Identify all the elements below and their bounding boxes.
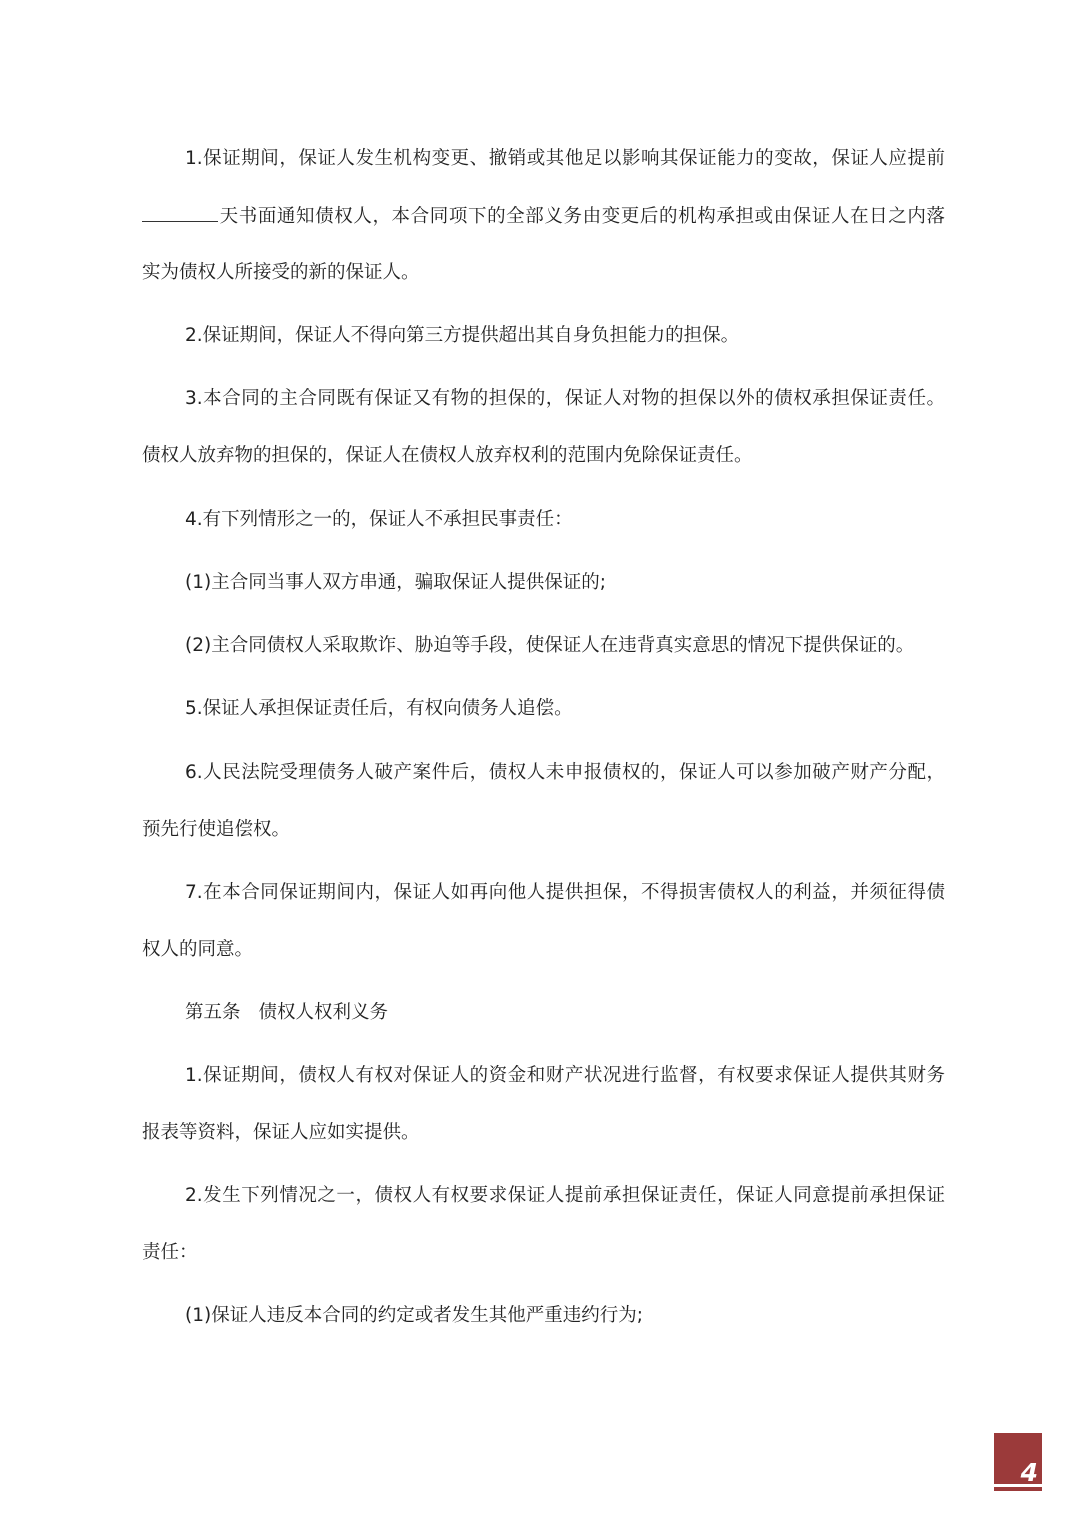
section-heading-number: 第五条 <box>185 1002 241 1023</box>
fill-in-blank <box>142 201 218 222</box>
paragraph-line: 5.保证人承担保证责任后，有权向债务人追偿。 <box>185 698 573 719</box>
paragraph-line: 实为债权人所接受的新的保证人。 <box>142 262 420 283</box>
paragraph-line: 报表等资料，保证人应如实提供。 <box>142 1122 420 1143</box>
paragraph-line-text: 天书面通知债权人，本合同项下的全部义务由变更后的机构承担或由保证人在日之内落 <box>219 206 945 227</box>
paragraph-line: (2)主合同债权人采取欺诈、胁迫等手段，使保证人在违背真实意思的情况下提供保证的。 <box>185 635 915 656</box>
paragraph-line: 3.本合同的主合同既有保证又有物的担保的，保证人对物的担保以外的债权承担保证责任。 <box>185 388 945 409</box>
paragraph-line: 7.在本合同保证期间内，保证人如再向他人提供担保，不得损害债权人的利益，并须征得债 <box>185 882 945 903</box>
paragraph-line: 2.保证期间，保证人不得向第三方提供超出其自身负担能力的担保。 <box>185 325 740 346</box>
paragraph-line: 责任： <box>142 1242 198 1263</box>
paragraph-line: (1)保证人违反本合同的约定或者发生其他严重违约行为; <box>185 1305 643 1326</box>
page-number-underline <box>994 1487 1042 1491</box>
paragraph-line: 1.保证期间，保证人发生机构变更、撤销或其他足以影响其保证能力的变故，保证人应提前 <box>185 148 945 169</box>
paragraph-line: 预先行使追偿权。 <box>142 819 291 840</box>
paragraph-line: 1.保证期间，债权人有权对保证人的资金和财产状况进行监督，有权要求保证人提供其财务 <box>185 1065 945 1086</box>
section-heading-title: 债权人权利义务 <box>258 1002 389 1023</box>
paragraph-line <box>142 201 945 231</box>
paragraph-line: 4.有下列情形之一的，保证人不承担民事责任： <box>185 509 573 530</box>
paragraph-line: 2.发生下列情况之一，债权人有权要求保证人提前承担保证责任，保证人同意提前承担保证 <box>185 1185 945 1206</box>
paragraph-line: 6.人民法院受理债务人破产案件后，债权人未申报债权的，保证人可以参加破产财产分配， <box>185 762 945 783</box>
paragraph-line: (1)主合同当事人双方串通，骗取保证人提供保证的; <box>185 572 606 593</box>
page-number: 4 <box>1020 1458 1038 1487</box>
paragraph-line: 债权人放弃物的担保的，保证人在债权人放弃权利的范围内免除保证责任。 <box>142 445 753 466</box>
paragraph-line: 权人的同意。 <box>142 939 254 960</box>
page-number-badge <box>994 1433 1042 1491</box>
section-heading <box>185 998 945 1028</box>
